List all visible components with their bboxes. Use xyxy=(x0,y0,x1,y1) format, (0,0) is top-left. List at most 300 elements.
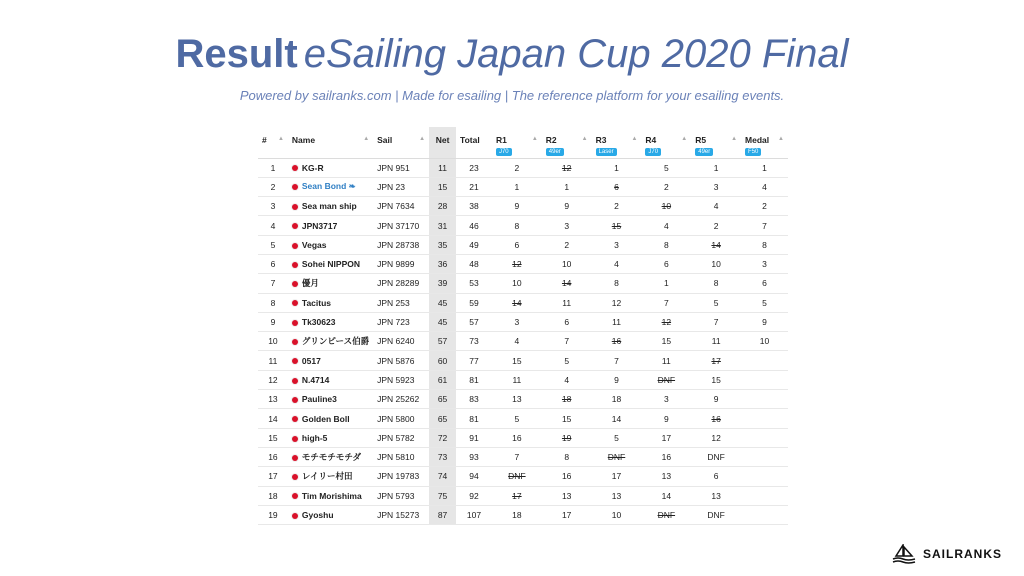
total-cell: 46 xyxy=(456,216,492,235)
sort-arrow-icon[interactable]: ▲ xyxy=(531,136,538,142)
net-cell: 57 xyxy=(429,332,456,351)
rank-cell: 15 xyxy=(258,428,288,447)
race-result-cell: 15 xyxy=(641,332,691,351)
japan-flag-icon xyxy=(292,513,298,519)
column-header-r1[interactable] xyxy=(492,127,542,158)
sail-number-cell: JPN 23 xyxy=(373,177,429,196)
table-row xyxy=(258,467,788,486)
race-result-cell: 6 xyxy=(592,177,642,196)
table-row xyxy=(258,370,788,389)
sail-number-cell: JPN 37170 xyxy=(373,216,429,235)
boat-class-badge: 49er xyxy=(546,148,564,156)
net-cell: 61 xyxy=(429,370,456,389)
japan-flag-icon xyxy=(292,436,298,442)
net-cell: 75 xyxy=(429,486,456,505)
race-result-cell: 17 xyxy=(492,486,542,505)
sailor-name: グリンピース伯爵 xyxy=(301,336,370,347)
title-event-name: eSailing Japan Cup 2020 Final xyxy=(303,32,849,76)
race-result-cell: 11 xyxy=(492,370,542,389)
sailor-name-cell xyxy=(288,390,373,409)
race-result-cell: 10 xyxy=(492,274,542,293)
sail-number-cell: JPN 723 xyxy=(373,312,429,331)
sailboat-icon xyxy=(891,544,917,564)
race-result-cell: 16 xyxy=(641,447,691,466)
total-cell: 91 xyxy=(456,428,492,447)
sailor-name: Sohei NIPPON xyxy=(301,259,360,270)
page-title xyxy=(0,30,1024,78)
total-cell: 77 xyxy=(456,351,492,370)
race-result-cell: 10 xyxy=(641,197,691,216)
column-header-r4[interactable] xyxy=(641,127,691,158)
total-cell: 92 xyxy=(456,486,492,505)
sailor-name: モチモチモチダ xyxy=(301,452,361,463)
table-row xyxy=(258,197,788,216)
net-cell: 31 xyxy=(429,216,456,235)
race-result-cell: 15 xyxy=(691,370,741,389)
japan-flag-icon xyxy=(292,243,298,249)
race-result-cell: 10 xyxy=(691,254,741,273)
total-cell: 59 xyxy=(456,293,492,312)
race-result-cell: 17 xyxy=(641,428,691,447)
rank-cell: 17 xyxy=(258,467,288,486)
japan-flag-icon xyxy=(292,165,298,171)
total-cell: 49 xyxy=(456,235,492,254)
table-row xyxy=(258,274,788,293)
race-result-cell: 15 xyxy=(592,216,642,235)
race-result-cell: DNF xyxy=(691,447,741,466)
race-result-cell: DNF xyxy=(641,370,691,389)
sort-arrow-icon[interactable]: ▲ xyxy=(581,136,588,142)
boat-class-badge: F50 xyxy=(745,148,761,156)
header-row xyxy=(258,127,788,158)
net-cell: 72 xyxy=(429,428,456,447)
logo-text: SAILRANKS xyxy=(922,547,1002,561)
japan-flag-icon xyxy=(292,474,298,480)
table-row xyxy=(258,332,788,351)
column-label: # xyxy=(262,135,267,145)
boat-class-badge: J70 xyxy=(645,148,661,156)
table-row xyxy=(258,235,788,254)
japan-flag-icon xyxy=(292,281,298,287)
sail-number-cell: JPN 253 xyxy=(373,293,429,312)
race-result-cell xyxy=(741,428,788,447)
sailor-name-cell xyxy=(288,293,373,312)
race-result-cell: 9 xyxy=(592,370,642,389)
net-cell: 36 xyxy=(429,254,456,273)
rank-cell: 7 xyxy=(258,274,288,293)
column-header-name[interactable] xyxy=(288,127,373,158)
sailor-name: レイリー村田 xyxy=(301,471,353,482)
net-cell: 73 xyxy=(429,447,456,466)
japan-flag-icon xyxy=(292,493,298,499)
race-result-cell: 12 xyxy=(542,158,592,177)
sailor-name: JPN3717 xyxy=(301,220,338,231)
japan-flag-icon xyxy=(292,358,298,364)
rank-cell: 16 xyxy=(258,447,288,466)
net-cell: 35 xyxy=(429,235,456,254)
race-result-cell: 2 xyxy=(492,158,542,177)
column-header-r2[interactable] xyxy=(542,127,592,158)
race-result-cell: 19 xyxy=(542,428,592,447)
race-result-cell: 11 xyxy=(542,293,592,312)
column-label: Medal xyxy=(745,135,770,145)
race-result-cell: 7 xyxy=(691,312,741,331)
sail-number-cell: JPN 5876 xyxy=(373,351,429,370)
results-table xyxy=(258,127,788,525)
race-result-cell: 4 xyxy=(741,177,788,196)
net-cell: 65 xyxy=(429,390,456,409)
race-result-cell: 1 xyxy=(641,274,691,293)
rank-cell: 3 xyxy=(258,197,288,216)
race-result-cell: 13 xyxy=(641,467,691,486)
race-result-cell: 16 xyxy=(492,428,542,447)
sail-number-cell: JPN 9899 xyxy=(373,254,429,273)
column-header-sail[interactable] xyxy=(373,127,429,158)
race-result-cell: 8 xyxy=(741,235,788,254)
race-result-cell: 6 xyxy=(641,254,691,273)
race-result-cell: 13 xyxy=(492,390,542,409)
race-result-cell: 1 xyxy=(741,158,788,177)
race-result-cell xyxy=(741,351,788,370)
race-result-cell: DNF xyxy=(492,467,542,486)
column-header--[interactable] xyxy=(258,127,288,158)
table-row xyxy=(258,505,788,524)
sailor-name-cell xyxy=(288,370,373,389)
race-result-cell: 3 xyxy=(641,390,691,409)
total-cell: 83 xyxy=(456,390,492,409)
sailor-name: Vegas xyxy=(301,239,327,250)
race-result-cell: 9 xyxy=(641,409,691,428)
sailor-name: Golden Boll xyxy=(301,413,350,424)
japan-flag-icon xyxy=(292,378,298,384)
sailor-name-cell[interactable] xyxy=(288,177,373,196)
japan-flag-icon xyxy=(292,339,298,345)
rank-cell: 18 xyxy=(258,486,288,505)
race-result-cell: 8 xyxy=(641,235,691,254)
sail-number-cell: JPN 5810 xyxy=(373,447,429,466)
total-cell: 48 xyxy=(456,254,492,273)
rank-cell: 11 xyxy=(258,351,288,370)
race-result-cell: DNF xyxy=(592,447,642,466)
sailor-name-cell xyxy=(288,197,373,216)
total-cell: 53 xyxy=(456,274,492,293)
race-result-cell: 16 xyxy=(592,332,642,351)
sail-number-cell: JPN 951 xyxy=(373,158,429,177)
race-result-cell xyxy=(741,467,788,486)
column-label: Net xyxy=(435,135,450,145)
sail-number-cell: JPN 5793 xyxy=(373,486,429,505)
sailor-name-cell xyxy=(288,274,373,293)
net-cell: 45 xyxy=(429,312,456,331)
sailor-name: N.4714 xyxy=(301,374,330,385)
total-cell: 38 xyxy=(456,197,492,216)
net-cell: 74 xyxy=(429,467,456,486)
race-result-cell: 15 xyxy=(492,351,542,370)
total-cell: 107 xyxy=(456,505,492,524)
column-label: Sail xyxy=(377,135,393,145)
total-cell: 57 xyxy=(456,312,492,331)
race-result-cell: 2 xyxy=(691,216,741,235)
japan-flag-icon xyxy=(292,184,298,190)
japan-flag-icon xyxy=(292,300,298,306)
rank-cell: 5 xyxy=(258,235,288,254)
race-result-cell: 2 xyxy=(641,177,691,196)
race-result-cell: 18 xyxy=(542,390,592,409)
net-cell: 39 xyxy=(429,274,456,293)
race-result-cell: 18 xyxy=(592,390,642,409)
total-cell: 21 xyxy=(456,177,492,196)
race-result-cell: DNF xyxy=(691,505,741,524)
race-result-cell: 2 xyxy=(741,197,788,216)
table-row xyxy=(258,312,788,331)
race-result-cell: 4 xyxy=(641,216,691,235)
race-result-cell: 3 xyxy=(542,216,592,235)
race-result-cell: 7 xyxy=(492,447,542,466)
net-cell: 65 xyxy=(429,409,456,428)
race-result-cell: 7 xyxy=(592,351,642,370)
table-row xyxy=(258,158,788,177)
column-label: R1 xyxy=(495,135,507,145)
race-result-cell xyxy=(741,409,788,428)
column-header-total xyxy=(456,127,492,158)
sail-number-cell: JPN 28738 xyxy=(373,235,429,254)
race-result-cell: 2 xyxy=(592,197,642,216)
sail-number-cell: JPN 6240 xyxy=(373,332,429,351)
sort-arrow-icon[interactable]: ▲ xyxy=(731,136,738,142)
sailor-name-cell xyxy=(288,447,373,466)
race-result-cell: 17 xyxy=(542,505,592,524)
sailor-name-cell xyxy=(288,505,373,524)
sail-number-cell: JPN 7634 xyxy=(373,197,429,216)
boat-class-badge: J70 xyxy=(496,148,512,156)
race-result-cell: 8 xyxy=(492,216,542,235)
race-result-cell xyxy=(741,505,788,524)
race-result-cell: 7 xyxy=(741,216,788,235)
sailor-name-cell xyxy=(288,351,373,370)
race-result-cell: 3 xyxy=(741,254,788,273)
column-header-medal[interactable] xyxy=(741,127,788,158)
race-result-cell: 1 xyxy=(492,177,542,196)
sailor-name-cell xyxy=(288,312,373,331)
column-header-net xyxy=(429,127,456,158)
rank-cell: 9 xyxy=(258,312,288,331)
race-result-cell: 6 xyxy=(691,467,741,486)
rank-cell: 6 xyxy=(258,254,288,273)
race-result-cell: 12 xyxy=(691,428,741,447)
rank-cell: 4 xyxy=(258,216,288,235)
race-result-cell: 6 xyxy=(542,312,592,331)
column-label: R5 xyxy=(695,135,707,145)
net-cell: 60 xyxy=(429,351,456,370)
race-result-cell: 6 xyxy=(492,235,542,254)
race-result-cell: 1 xyxy=(542,177,592,196)
sort-arrow-icon[interactable]: ▲ xyxy=(681,136,688,142)
rank-cell: 19 xyxy=(258,505,288,524)
rank-cell: 1 xyxy=(258,158,288,177)
sailor-name: Tk30623 xyxy=(301,317,336,328)
race-result-cell: 4 xyxy=(691,197,741,216)
sort-arrow-icon[interactable]: ▲ xyxy=(363,136,370,142)
race-result-cell: 2 xyxy=(542,235,592,254)
race-result-cell: 9 xyxy=(542,197,592,216)
rank-cell: 10 xyxy=(258,332,288,351)
sailor-name: KG-R xyxy=(301,162,324,173)
race-result-cell: 11 xyxy=(592,312,642,331)
subtitle: Powered by sailranks.com | Made for esailing | The reference platform for your esailing events. xyxy=(239,88,785,103)
sailor-name-cell xyxy=(288,254,373,273)
race-result-cell: 4 xyxy=(492,332,542,351)
race-result-cell: 6 xyxy=(741,274,788,293)
japan-flag-icon xyxy=(292,320,298,326)
rank-cell: 2 xyxy=(258,177,288,196)
race-result-cell: 5 xyxy=(641,158,691,177)
sort-arrow-icon[interactable]: ▲ xyxy=(631,136,638,142)
race-result-cell: 16 xyxy=(542,467,592,486)
race-result-cell: 5 xyxy=(492,409,542,428)
race-result-cell xyxy=(741,390,788,409)
race-result-cell xyxy=(741,370,788,389)
column-header-r5[interactable] xyxy=(691,127,741,158)
race-result-cell: 14 xyxy=(592,409,642,428)
sailor-name-cell xyxy=(288,467,373,486)
total-cell: 94 xyxy=(456,467,492,486)
sailor-name-cell xyxy=(288,428,373,447)
sailor-name-cell xyxy=(288,235,373,254)
leaf-icon: ❧ xyxy=(346,181,356,192)
table-row xyxy=(258,351,788,370)
sail-number-cell: JPN 5782 xyxy=(373,428,429,447)
title-bold: Result xyxy=(175,32,298,76)
table-row xyxy=(258,447,788,466)
race-result-cell: 14 xyxy=(691,235,741,254)
race-result-cell: 15 xyxy=(542,409,592,428)
table-row xyxy=(258,216,788,235)
race-result-cell: 7 xyxy=(542,332,592,351)
race-result-cell: 3 xyxy=(492,312,542,331)
race-result-cell: 10 xyxy=(592,505,642,524)
boat-class-badge: 49er xyxy=(695,148,713,156)
race-result-cell: 4 xyxy=(592,254,642,273)
race-result-cell: 13 xyxy=(592,486,642,505)
net-cell: 15 xyxy=(429,177,456,196)
net-cell: 11 xyxy=(429,158,456,177)
column-label: R2 xyxy=(545,135,557,145)
sailor-name: 優月 xyxy=(301,278,319,289)
table-row xyxy=(258,254,788,273)
total-cell: 81 xyxy=(456,409,492,428)
sailor-name-cell xyxy=(288,216,373,235)
table-row xyxy=(258,177,788,196)
race-result-cell: 12 xyxy=(641,312,691,331)
column-label: R3 xyxy=(595,135,607,145)
sailor-name-cell xyxy=(288,158,373,177)
sail-number-cell: JPN 19783 xyxy=(373,467,429,486)
rank-cell: 12 xyxy=(258,370,288,389)
race-result-cell: 5 xyxy=(691,293,741,312)
sort-arrow-icon[interactable]: ▲ xyxy=(419,136,426,142)
race-result-cell: 4 xyxy=(542,370,592,389)
table-row xyxy=(258,390,788,409)
table-row xyxy=(258,486,788,505)
race-result-cell: 18 xyxy=(492,505,542,524)
table-row xyxy=(258,409,788,428)
rank-cell: 14 xyxy=(258,409,288,428)
race-result-cell: 13 xyxy=(542,486,592,505)
japan-flag-icon xyxy=(292,455,298,461)
race-result-cell: 17 xyxy=(592,467,642,486)
race-result-cell: 14 xyxy=(641,486,691,505)
sail-number-cell: JPN 25262 xyxy=(373,390,429,409)
race-result-cell: DNF xyxy=(641,505,691,524)
sail-number-cell: JPN 15273 xyxy=(373,505,429,524)
race-result-cell: 12 xyxy=(592,293,642,312)
sailor-name-cell xyxy=(288,486,373,505)
sort-arrow-icon[interactable]: ▲ xyxy=(778,136,784,142)
total-cell: 93 xyxy=(456,447,492,466)
sailor-name[interactable]: Sean Bond xyxy=(301,181,347,192)
japan-flag-icon xyxy=(292,397,298,403)
net-cell: 45 xyxy=(429,293,456,312)
sailor-name: high-5 xyxy=(301,432,328,443)
total-cell: 23 xyxy=(456,158,492,177)
sailor-name: Tim Morishima xyxy=(301,490,362,501)
race-result-cell: 5 xyxy=(741,293,788,312)
sail-number-cell: JPN 5800 xyxy=(373,409,429,428)
total-cell: 73 xyxy=(456,332,492,351)
sail-number-cell: JPN 5923 xyxy=(373,370,429,389)
sailor-name: Sea man ship xyxy=(301,201,357,212)
sailor-name: Tacitus xyxy=(301,297,332,308)
race-result-cell xyxy=(741,447,788,466)
sailranks-logo xyxy=(891,544,1002,564)
sailor-name-cell xyxy=(288,409,373,428)
column-label: R4 xyxy=(645,135,657,145)
table-row xyxy=(258,293,788,312)
race-result-cell: 8 xyxy=(691,274,741,293)
race-result-cell: 9 xyxy=(691,390,741,409)
column-label: Total xyxy=(460,135,480,145)
race-result-cell: 1 xyxy=(691,158,741,177)
race-result-cell: 14 xyxy=(492,293,542,312)
race-result-cell: 5 xyxy=(542,351,592,370)
sort-arrow-icon[interactable]: ▲ xyxy=(277,136,284,142)
japan-flag-icon xyxy=(292,223,298,229)
column-header-r3[interactable] xyxy=(592,127,642,158)
race-result-cell: 13 xyxy=(691,486,741,505)
race-result-cell: 14 xyxy=(542,274,592,293)
race-result-cell: 8 xyxy=(542,447,592,466)
race-result-cell: 10 xyxy=(542,254,592,273)
sailor-name-cell xyxy=(288,332,373,351)
net-cell: 87 xyxy=(429,505,456,524)
boat-class-badge: Laser xyxy=(596,148,617,156)
column-label: Name xyxy=(291,135,316,145)
race-result-cell: 8 xyxy=(592,274,642,293)
sailor-name: 0517 xyxy=(301,355,321,366)
sailor-name: Pauline3 xyxy=(301,394,337,405)
race-result-cell: 3 xyxy=(592,235,642,254)
rank-cell: 13 xyxy=(258,390,288,409)
race-result-cell: 12 xyxy=(492,254,542,273)
race-result-cell: 11 xyxy=(641,351,691,370)
net-cell: 28 xyxy=(429,197,456,216)
race-result-cell: 17 xyxy=(691,351,741,370)
race-result-cell xyxy=(741,486,788,505)
race-result-cell: 9 xyxy=(741,312,788,331)
race-result-cell: 5 xyxy=(592,428,642,447)
japan-flag-icon xyxy=(292,416,298,422)
race-result-cell: 10 xyxy=(741,332,788,351)
